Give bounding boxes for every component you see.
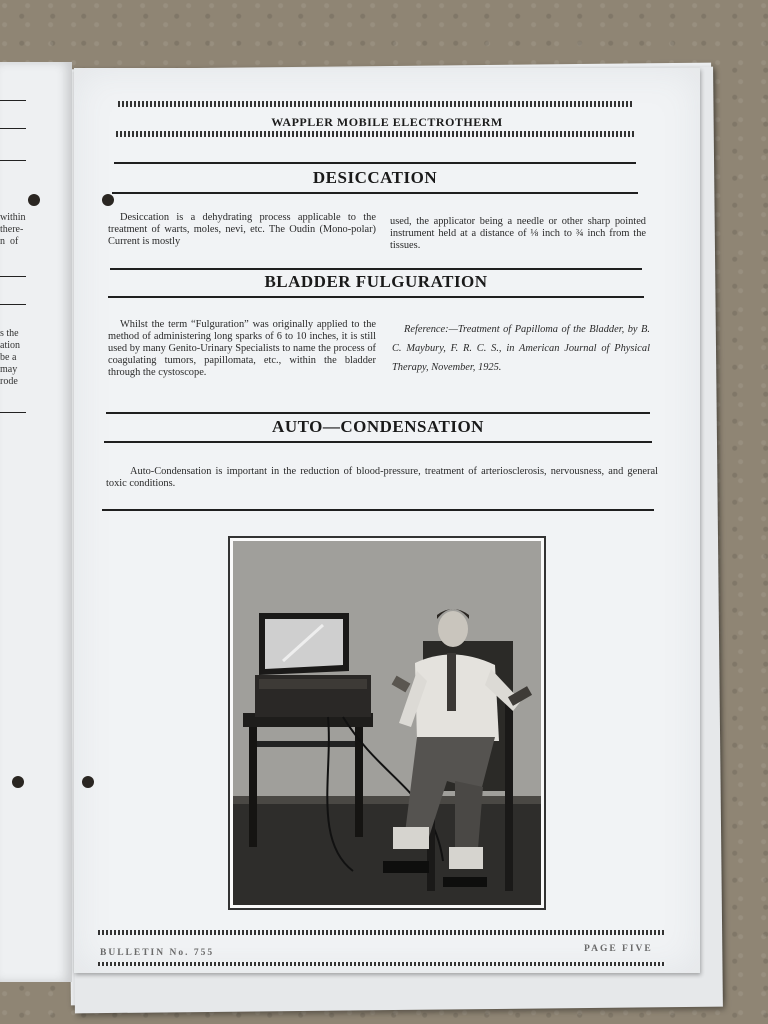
binder-hole: [82, 776, 94, 788]
footer-page-number: PAGE FIVE: [584, 944, 653, 954]
auto-condensation-text: Auto-Condensation is important in the reduction of blood-pressure, treatment of arteriosclerosis, nervousness, and general toxic conditions.: [106, 466, 658, 489]
document-page: [74, 68, 700, 973]
section-rule: [106, 412, 650, 414]
desiccation-text-col1: Desiccation is a dehydrating process applicable to the treatment of warts, moles, nevi, etc. The Oudin (Mono-polar) Current is mostly: [108, 212, 376, 247]
photo-electrotherm-treatment: [233, 541, 541, 905]
left-page-fragment: within: [0, 212, 26, 223]
section-rule: [112, 192, 638, 194]
left-page-fragment: n of: [0, 236, 19, 247]
left-page-rule: [0, 160, 26, 161]
header-ornament-bottom: [116, 131, 634, 137]
footer-ornament-top: [98, 930, 666, 935]
bladder-reference: Reference:—Treatment of Papilloma of the Bladder, by B. C. Maybury, F. R. C. S., in American Journal of Physical Therapy, November, 1925.: [392, 324, 650, 373]
left-page-fragment: ation: [0, 340, 20, 351]
section-rule: [114, 162, 636, 164]
section-rule: [104, 441, 652, 443]
footer-ornament-bottom: [98, 962, 666, 966]
left-page-rule: [0, 276, 26, 277]
left-page-rule: [0, 412, 26, 413]
left-page-fragment: be a: [0, 352, 17, 363]
section-rule: [102, 509, 654, 511]
left-page-fragment: s the: [0, 328, 19, 339]
desiccation-text-col2: used, the applicator being a needle or other sharp pointed instrument held at a distance of ⅛ inch to ¾ inch from the tissues.: [390, 216, 646, 251]
left-page-rule: [0, 128, 26, 129]
section-rule: [110, 268, 642, 270]
left-page-fragment: there-: [0, 224, 24, 235]
binder-hole: [12, 776, 24, 788]
binder-hole: [102, 194, 114, 206]
binder-hole: [28, 194, 40, 206]
section-rule: [108, 296, 644, 298]
photo-frame: [228, 536, 546, 910]
bladder-text-col1: Whilst the term “Fulguration” was originally applied to the method of administering long sparks of 6 to 10 inches, it is still used by many Genito-Urinary Specialists to name the process of coagulating tumors, papillomata, etc., within the bladder through the cystoscope.: [108, 319, 376, 378]
left-page-fragment: may: [0, 364, 18, 375]
left-page-fragment: rode: [0, 376, 18, 387]
header-ornament-top: [118, 101, 634, 107]
running-title: WAPPLER MOBILE ELECTROTHERM: [271, 115, 503, 129]
photo-illustration: [233, 541, 541, 905]
left-page-rule: [0, 100, 26, 101]
heading-auto-condensation: AUTO—CONDENSATION: [272, 417, 484, 436]
left-page-rule: [0, 304, 26, 305]
heading-desiccation: DESICCATION: [312, 168, 438, 187]
footer-bulletin-number: BULLETIN No. 755: [100, 948, 215, 958]
heading-bladder-fulguration: BLADDER FULGURATION: [264, 272, 488, 291]
left-page: [0, 62, 72, 982]
